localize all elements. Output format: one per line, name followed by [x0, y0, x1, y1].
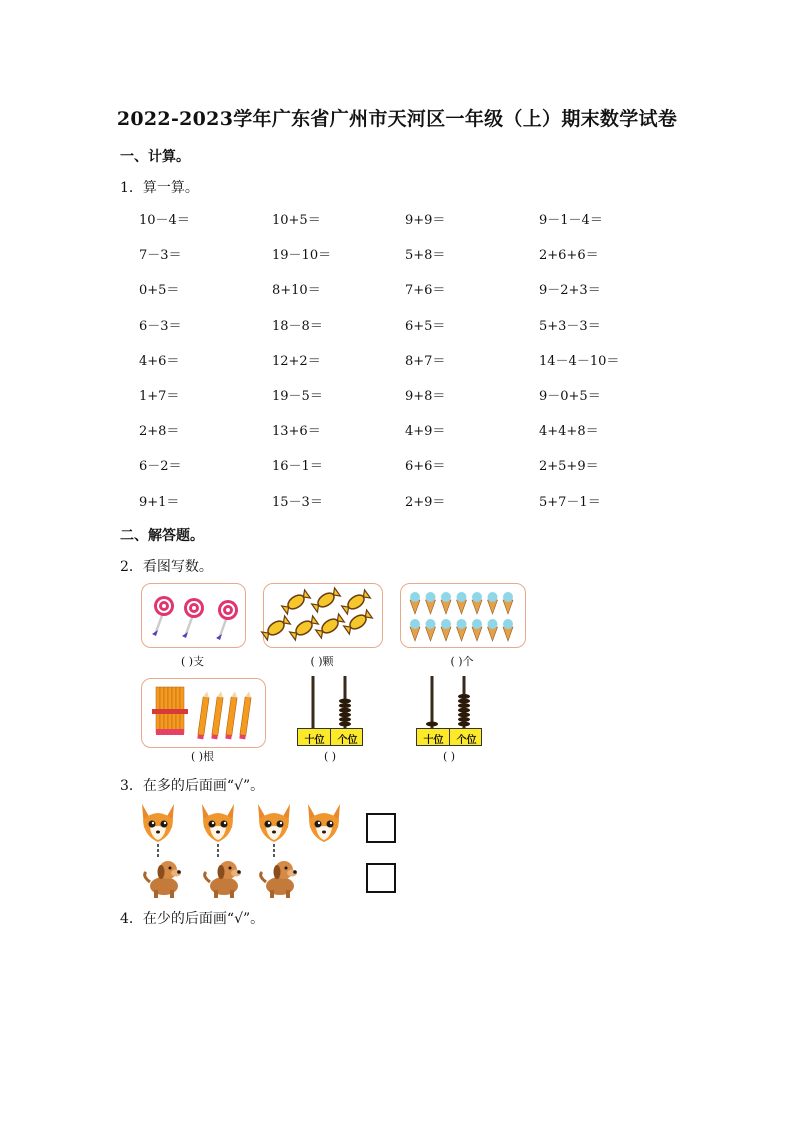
candy-caption: ( )颗	[310, 655, 334, 668]
question-3-text: 3．在多的后面画“√”。	[120, 778, 265, 794]
question-2-text: 2．看图写数。	[120, 559, 213, 575]
abacus-1-caption: ( )	[323, 750, 337, 763]
equation: 6－3＝	[139, 318, 182, 334]
equation: 15－3＝	[272, 494, 323, 510]
icecream-icon	[401, 584, 525, 647]
equation: 13+6＝	[272, 424, 321, 440]
answer-box-foxes[interactable]	[366, 813, 396, 843]
equation: 9－2+3＝	[539, 283, 601, 299]
icecream-picture-box	[400, 583, 526, 648]
equation: 19－5＝	[272, 389, 323, 404]
section-heading-calc: 一、计算。	[120, 149, 190, 165]
abacus-1-base	[297, 728, 363, 746]
abacus-2-base	[416, 728, 482, 746]
candy-icon	[264, 584, 382, 647]
lollipop-icon	[142, 584, 245, 647]
equation: 6+6＝	[405, 459, 446, 475]
equation: 7－3＝	[139, 248, 182, 264]
pencil-picture-box	[141, 678, 266, 748]
equation: 5+8＝	[405, 248, 446, 264]
equation: 2+9＝	[405, 494, 446, 510]
equation: 9－1－4＝	[539, 213, 603, 228]
equation: 16－1＝	[272, 459, 323, 475]
abacus-1-tens-label: 十位	[304, 735, 325, 746]
equation: 4+9＝	[405, 424, 446, 440]
page-title: 2022-2023学年广东省广州市天河区一年级（上）期末数学试卷	[116, 108, 678, 130]
equation: 14－4－10＝	[539, 353, 620, 369]
candy-picture-box	[263, 583, 383, 648]
lollipop-picture-box	[141, 583, 246, 648]
fox-and-dog-picture	[138, 800, 378, 900]
lollipop-caption: ( )支	[180, 655, 205, 668]
equation: 10－4＝	[139, 213, 190, 228]
equation: 5+3－3＝	[539, 318, 601, 334]
equation: 9+8＝	[405, 389, 446, 404]
answer-box-dogs[interactable]	[366, 863, 396, 893]
equation: 1+7＝	[139, 389, 180, 404]
abacus-2-tens-label: 十位	[423, 735, 444, 746]
equation: 9+9＝	[405, 213, 446, 228]
equation: 9+1＝	[139, 494, 180, 510]
equation: 12+2＝	[272, 353, 321, 369]
abacus-1-ones-label: 个位	[337, 735, 358, 746]
equation: 2+8＝	[139, 424, 180, 440]
abacus-1	[297, 676, 363, 748]
question-4-text: 4．在少的后面画“√”。	[120, 911, 265, 927]
abacus-2-caption: ( )	[442, 750, 456, 763]
section-heading-answers: 二、解答题。	[120, 528, 204, 544]
pencil-icon	[142, 679, 265, 747]
abacus-2-ones-label: 个位	[456, 735, 477, 746]
equation: 2+5+9＝	[539, 459, 599, 475]
equation: 4+6＝	[139, 353, 180, 369]
equation: 2+6+6＝	[539, 248, 599, 264]
equation: 4+4+8＝	[539, 424, 599, 440]
question-1-text: 1．算一算。	[120, 180, 199, 196]
equation: 9－0+5＝	[539, 389, 601, 404]
abacus-2	[416, 676, 482, 748]
equation: 8+7＝	[405, 353, 446, 369]
equation: 8+10＝	[272, 283, 321, 299]
pencil-caption: ( )根	[190, 750, 215, 763]
equation: 5+7－1＝	[539, 494, 601, 510]
equation: 18－8＝	[272, 318, 323, 334]
equation: 7+6＝	[405, 283, 446, 299]
equation: 6+5＝	[405, 318, 446, 334]
equation: 19－10＝	[272, 248, 332, 264]
equation: 0+5＝	[139, 283, 180, 299]
equation: 10+5＝	[272, 213, 321, 228]
icecream-caption: ( )个	[450, 655, 474, 668]
equation: 6－2＝	[139, 459, 182, 475]
